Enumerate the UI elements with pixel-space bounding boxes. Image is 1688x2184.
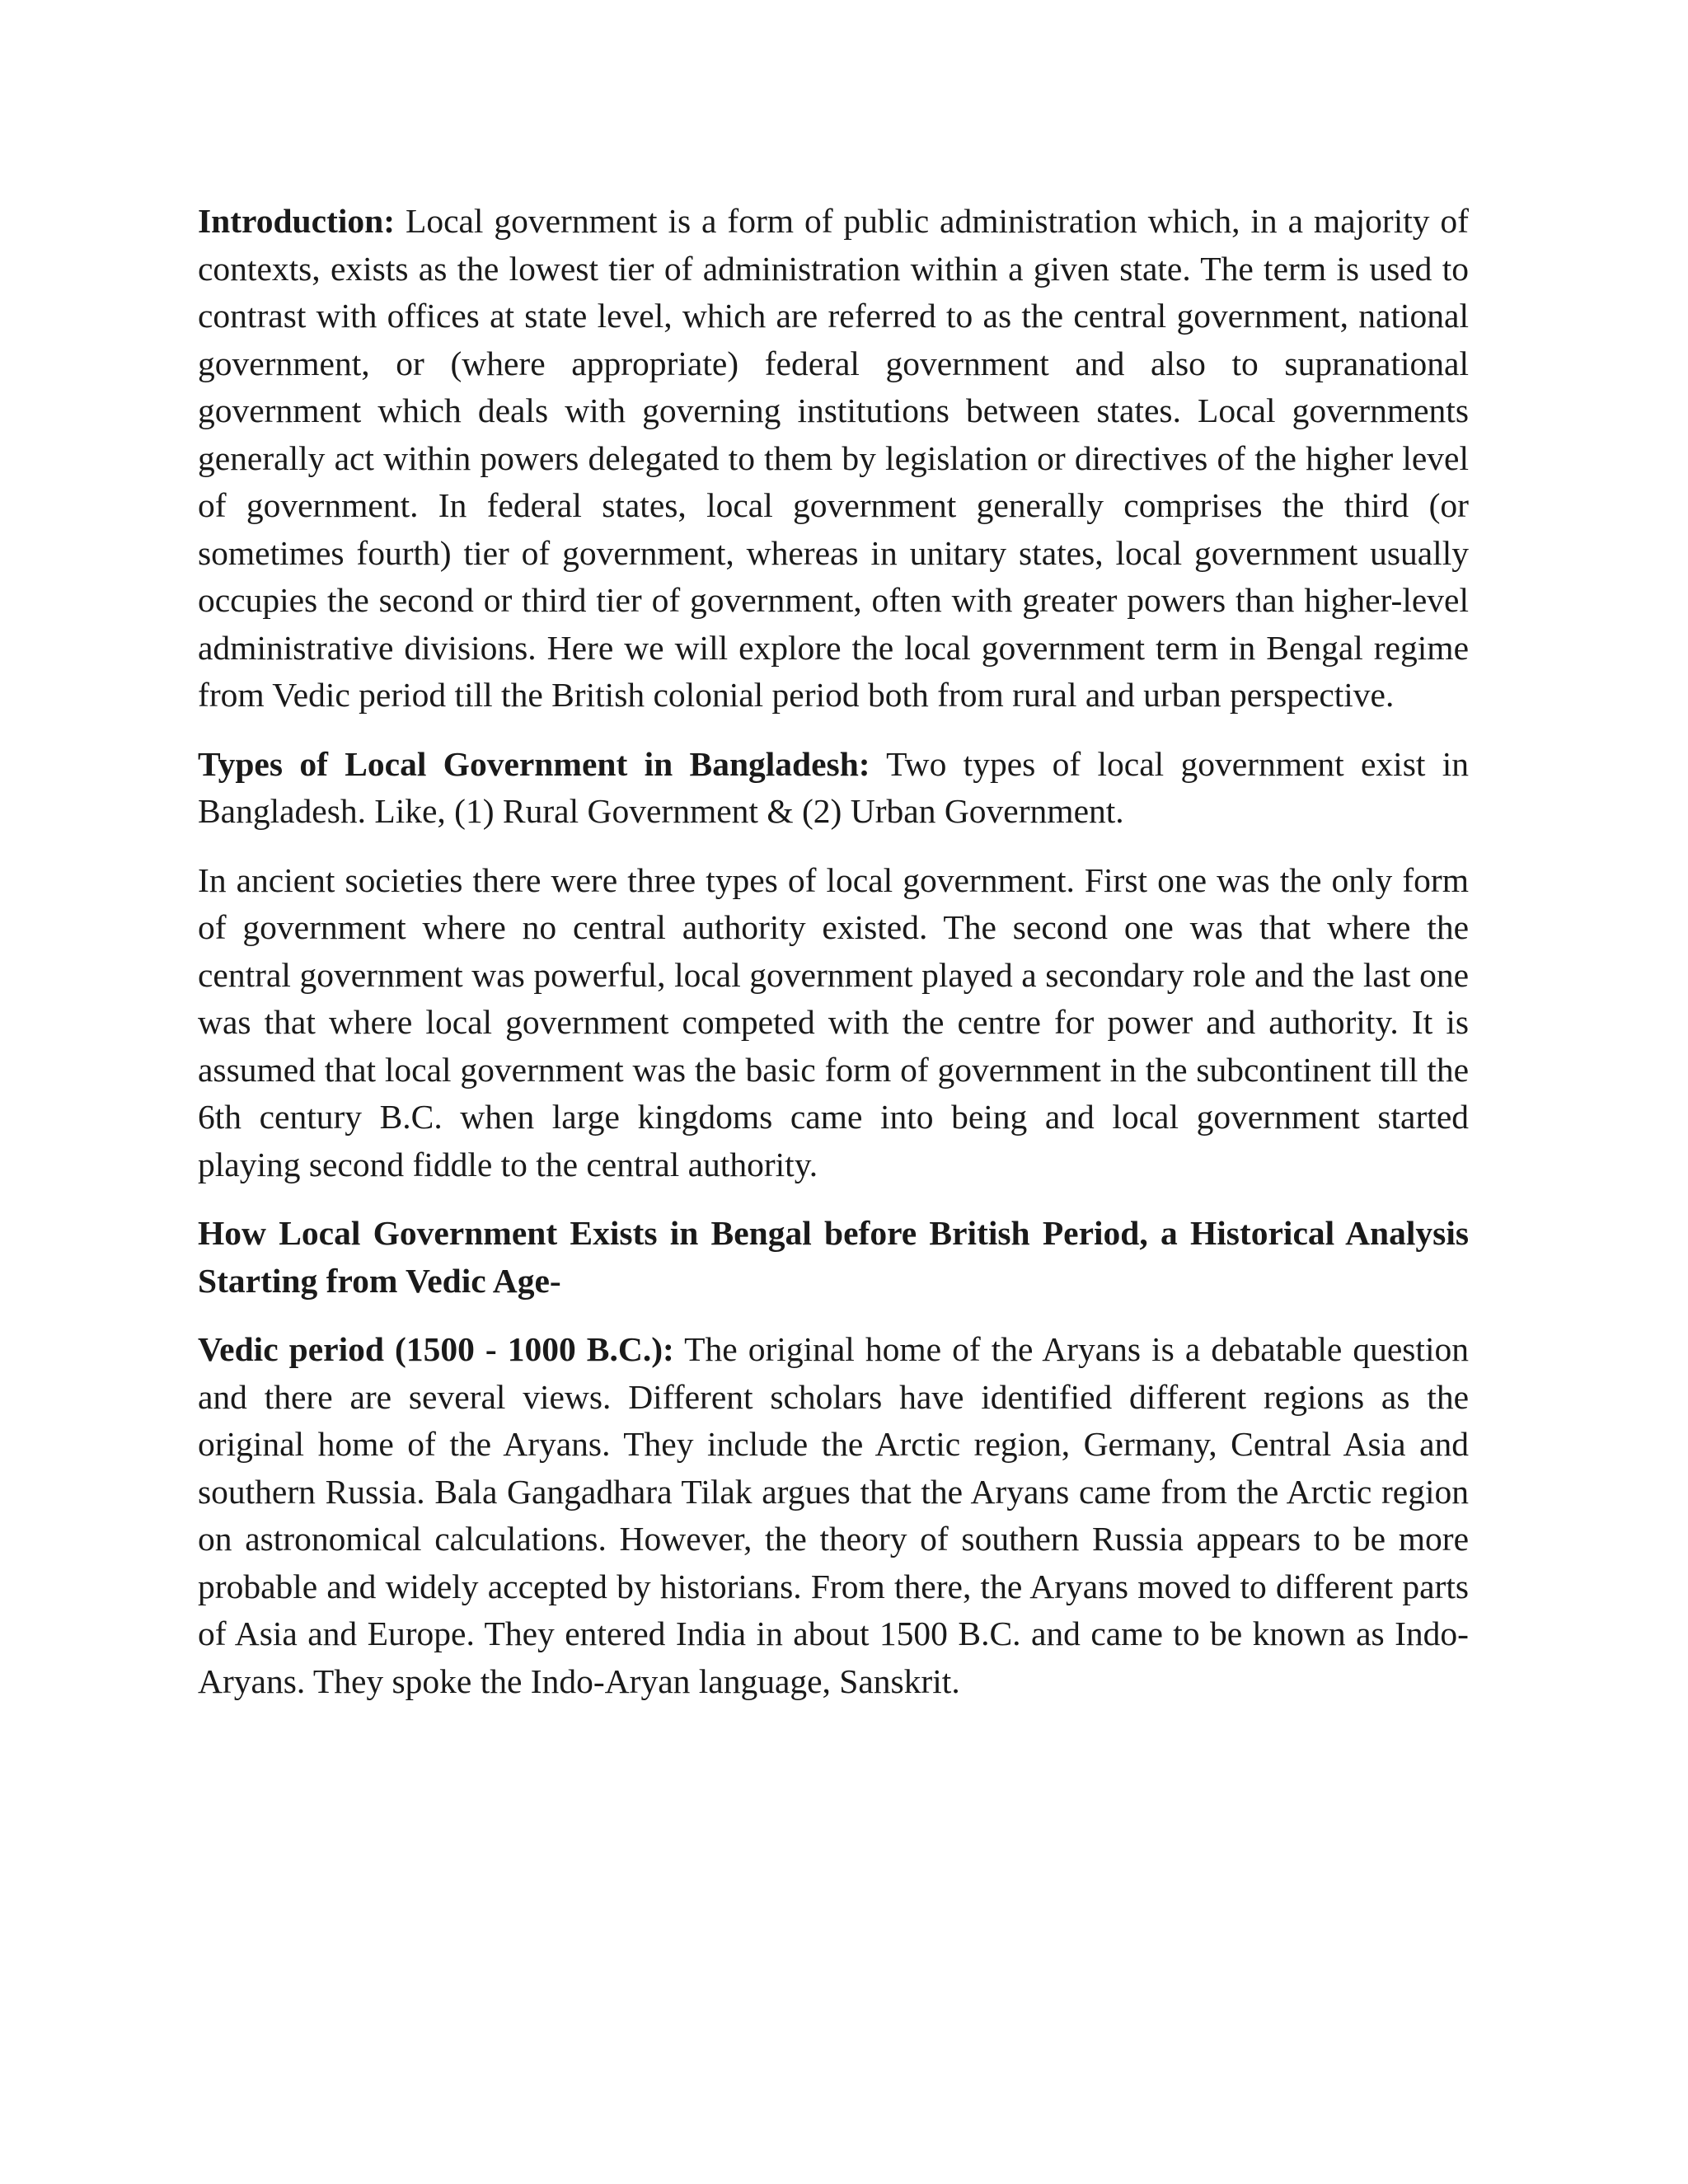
types-text: Two types of local government exist in Bangladesh. Like, (1) Rural Government & (2) Urban Government. (198, 744, 1469, 830)
intro-label: Introduction: (198, 202, 396, 240)
intro-text: Local government is a form of public administration which, in a majority of contexts, exists as the lowest tier of administration within a given state. The term is used to contrast with offices at state level, which are referred to as the central government, national government, or (where appropriate) federal government and also to supranational government which deals with governing institutions between states. Local governments generally act within powers delegated to them by legislation or directives of the higher level of government. In federal states, local government generally comprises the third (or sometimes fourth) tier of government, whereas in unitary states, local government usually occupies the second or third tier of government, often with greater powers than higher-level administrative divisions. Here we will explore the local government term in Bengal regime from Vedic period till the British colonial period both from rural and urban perspective. (198, 202, 1469, 714)
vedic-label: Vedic period (1500 - 1000 B.C.): (198, 1330, 674, 1368)
types-paragraph (198, 741, 1469, 836)
vedic-paragraph (198, 1326, 1469, 1705)
document-page (198, 198, 1469, 1727)
section-heading: How Local Government Exists in Bengal before British Period, a Historical Analysis Starting from Vedic Age- (198, 1214, 1469, 1300)
vedic-text: The original home of the Aryans is a debatable question and there are several views. Different scholars have identified different regions as the original home of the Aryans. They include the Arctic region, Germany, Central Asia and southern Russia. Bala Gangadhara Tilak argues that the Aryans came from the Arctic region on astronomical calculations. However, the theory of southern Russia appears to be more probable and widely accepted by historians. From there, the Aryans moved to different parts of Asia and Europe. They entered India in about 1500 B.C. and came to be known as Indo-Aryans. They spoke the Indo-Aryan language, Sanskrit. (198, 1330, 1469, 1700)
types-label: Types of Local Government in Bangladesh: (198, 744, 870, 783)
intro-paragraph (198, 198, 1469, 719)
ancient-text: In ancient societies there were three types of local government. First one was the only form of government where no central authority existed. The second one was that where the central government was powerful, local government played a secondary role and the last one was that where local government competed with the centre for power and authority. It is assumed that local government was the basic form of government in the subcontinent till the 6th century B.C. when large kingdoms came into being and local government started playing second fiddle to the central authority. (198, 860, 1469, 1183)
ancient-paragraph (198, 857, 1469, 1189)
